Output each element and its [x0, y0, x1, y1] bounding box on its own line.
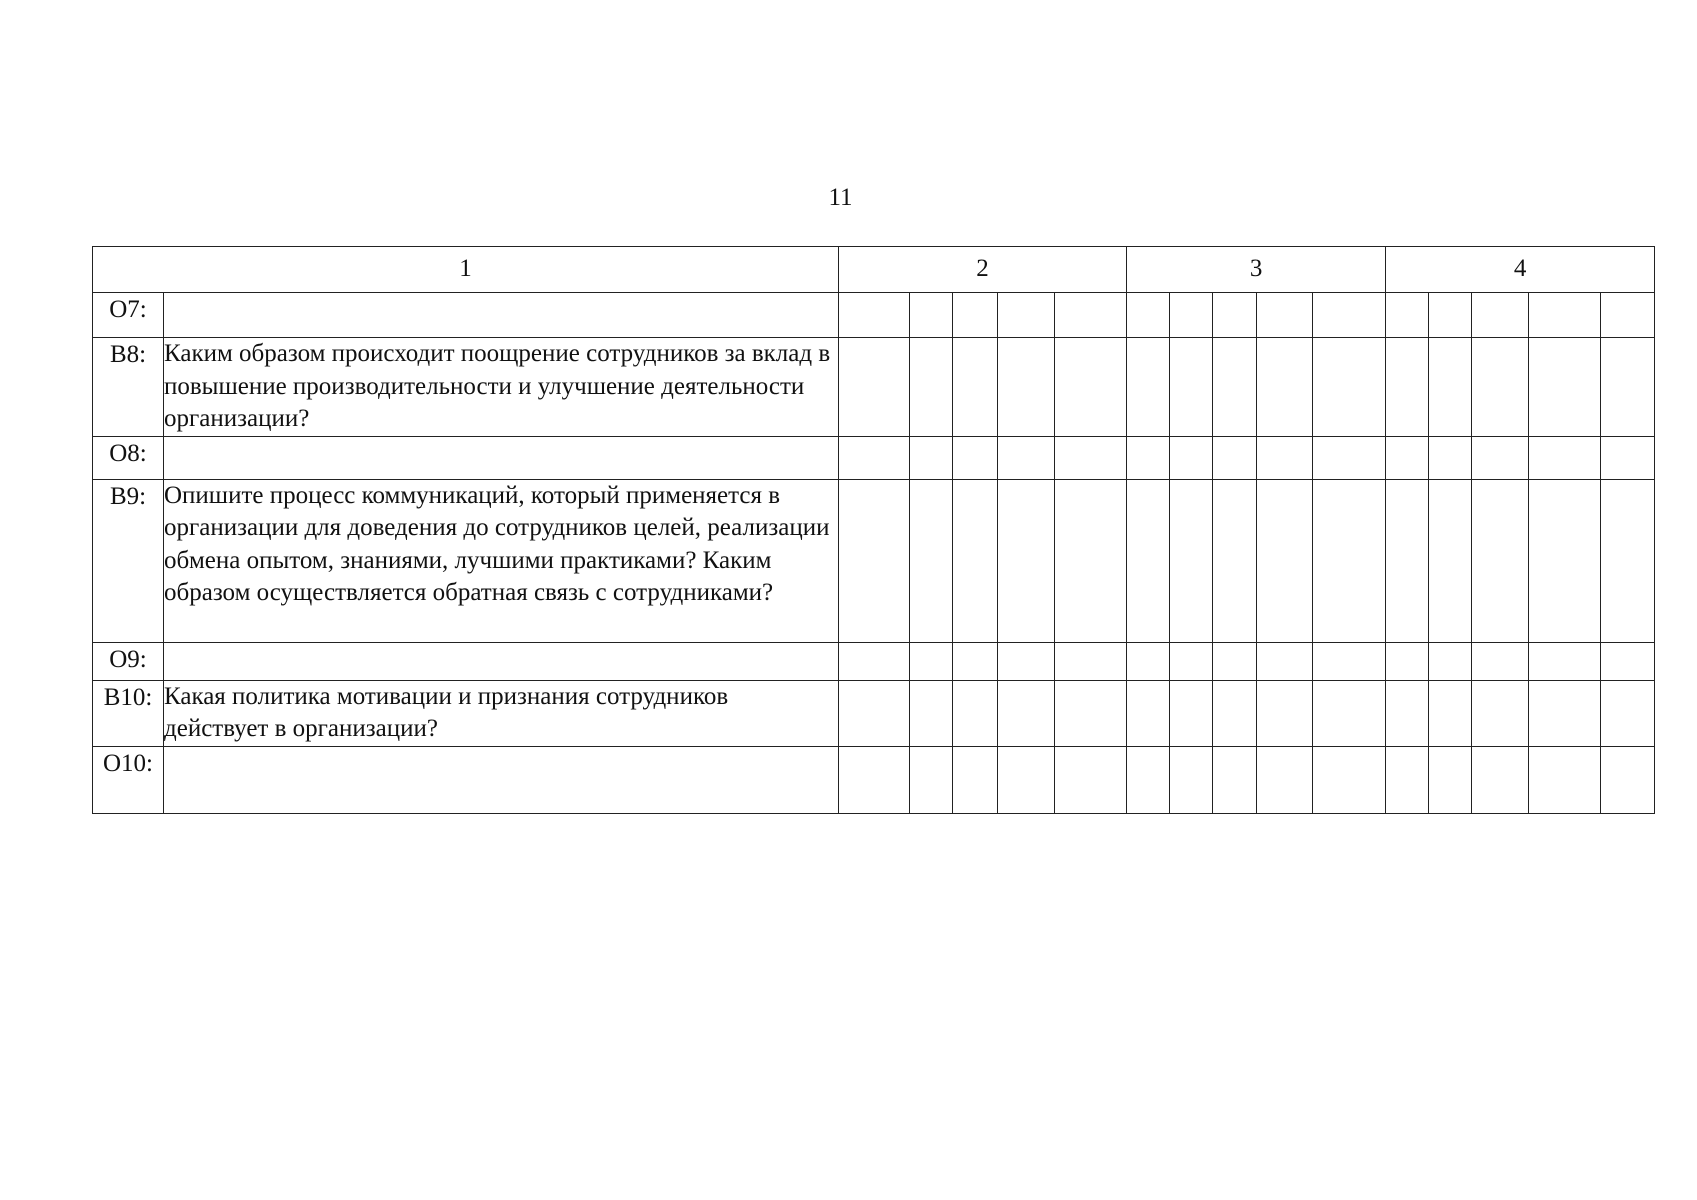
column-header-2: 2	[839, 247, 1127, 293]
grid-cell	[1472, 293, 1529, 338]
grid-cell	[1170, 642, 1213, 680]
row-label: В8:	[93, 338, 164, 437]
grid-cell	[998, 680, 1055, 746]
row-label: В10:	[93, 680, 164, 746]
grid-cell	[1257, 746, 1313, 813]
grid-cell	[910, 479, 953, 642]
row-label: О8:	[93, 436, 164, 479]
grid-cell	[1170, 479, 1213, 642]
question-cell: Каким образом происходит поощрение сотрудников за вклад в повышение производительности и улучшение деятельности организации?	[164, 338, 839, 437]
question-cell: Какая политика мотивации и признания сотрудников действует в организации?	[164, 680, 839, 746]
grid-cell	[998, 293, 1055, 338]
grid-cell	[1257, 338, 1313, 437]
grid-cell	[1472, 479, 1529, 642]
grid-cell	[998, 642, 1055, 680]
grid-cell	[1127, 642, 1170, 680]
grid-cell	[998, 479, 1055, 642]
grid-cell	[839, 680, 910, 746]
grid-cell	[998, 436, 1055, 479]
grid-cell	[1601, 479, 1655, 642]
grid-cell	[1127, 746, 1170, 813]
grid-cell	[839, 293, 910, 338]
grid-cell	[1386, 293, 1429, 338]
grid-cell	[1429, 680, 1472, 746]
column-header-3: 3	[1127, 247, 1386, 293]
grid-cell	[1313, 680, 1386, 746]
grid-cell	[1601, 680, 1655, 746]
grid-cell	[1601, 642, 1655, 680]
grid-cell	[998, 746, 1055, 813]
grid-cell	[910, 436, 953, 479]
grid-cell	[1429, 746, 1472, 813]
grid-cell	[1055, 479, 1127, 642]
row-label: О9:	[93, 642, 164, 680]
grid-cell	[1313, 338, 1386, 437]
grid-cell	[1213, 436, 1257, 479]
grid-cell	[1170, 338, 1213, 437]
grid-cell	[1055, 680, 1127, 746]
grid-cell	[1257, 436, 1313, 479]
grid-cell	[1313, 479, 1386, 642]
grid-cell	[1055, 642, 1127, 680]
survey-table	[92, 246, 1655, 814]
column-header-1: 1	[93, 247, 839, 293]
grid-cell	[1529, 479, 1601, 642]
grid-cell	[1213, 338, 1257, 437]
grid-cell	[1601, 338, 1655, 437]
grid-cell	[1055, 338, 1127, 437]
grid-cell	[1313, 293, 1386, 338]
column-header-4: 4	[1386, 247, 1655, 293]
grid-cell	[1127, 680, 1170, 746]
grid-cell	[1472, 338, 1529, 437]
grid-cell	[953, 338, 998, 437]
grid-cell	[1313, 642, 1386, 680]
table-row	[93, 746, 1655, 813]
grid-cell	[1472, 746, 1529, 813]
grid-cell	[839, 338, 910, 437]
grid-cell	[839, 436, 910, 479]
grid-cell	[1386, 479, 1429, 642]
grid-cell	[1472, 680, 1529, 746]
grid-cell	[839, 746, 910, 813]
grid-cell	[953, 680, 998, 746]
table-row	[93, 479, 1655, 642]
grid-cell	[1529, 293, 1601, 338]
grid-cell	[1213, 642, 1257, 680]
grid-cell	[1529, 436, 1601, 479]
grid-cell	[953, 642, 998, 680]
grid-cell	[910, 680, 953, 746]
grid-cell	[1170, 680, 1213, 746]
grid-cell	[910, 338, 953, 437]
grid-cell	[1213, 746, 1257, 813]
grid-cell	[1055, 293, 1127, 338]
grid-cell	[1127, 338, 1170, 437]
grid-cell	[1170, 293, 1213, 338]
page-number-text: 11	[828, 184, 853, 211]
table-row	[93, 436, 1655, 479]
grid-cell	[1429, 338, 1472, 437]
grid-cell	[1529, 642, 1601, 680]
page-number	[0, 183, 1697, 213]
grid-cell	[1601, 293, 1655, 338]
grid-cell	[1213, 680, 1257, 746]
grid-cell	[1213, 479, 1257, 642]
row-label: О10:	[93, 746, 164, 813]
grid-cell	[1529, 680, 1601, 746]
grid-cell	[1472, 436, 1529, 479]
grid-cell	[1127, 479, 1170, 642]
grid-cell	[1055, 436, 1127, 479]
answer-cell	[164, 642, 839, 680]
grid-cell	[1386, 680, 1429, 746]
grid-cell	[1127, 293, 1170, 338]
grid-cell	[1529, 338, 1601, 437]
grid-cell	[1386, 436, 1429, 479]
grid-cell	[1429, 642, 1472, 680]
grid-cell	[1386, 642, 1429, 680]
grid-cell	[1055, 746, 1127, 813]
row-label: В9:	[93, 479, 164, 642]
grid-cell	[1257, 479, 1313, 642]
grid-cell	[1257, 293, 1313, 338]
table-row	[93, 293, 1655, 338]
grid-cell	[1213, 293, 1257, 338]
grid-cell	[1429, 293, 1472, 338]
grid-cell	[1313, 436, 1386, 479]
grid-cell	[1313, 746, 1386, 813]
grid-cell	[1529, 746, 1601, 813]
answer-cell	[164, 746, 839, 813]
grid-cell	[953, 479, 998, 642]
grid-cell	[953, 746, 998, 813]
grid-cell	[910, 642, 953, 680]
table-row	[93, 338, 1655, 437]
grid-cell	[1386, 746, 1429, 813]
grid-cell	[953, 436, 998, 479]
question-cell: Опишите процесс коммуникаций, который применяется в организации для доведения до сотрудников целей, реализации обмена опытом, знаниями, лучшими практиками? Каким образом осуществляется обратная связь с сотрудниками?	[164, 479, 839, 642]
answer-cell	[164, 293, 839, 338]
grid-cell	[1127, 436, 1170, 479]
header-row	[93, 247, 1655, 293]
row-label: О7:	[93, 293, 164, 338]
grid-cell	[1472, 642, 1529, 680]
answer-cell	[164, 436, 839, 479]
grid-cell	[839, 479, 910, 642]
grid-cell	[1170, 746, 1213, 813]
grid-cell	[1601, 746, 1655, 813]
grid-cell	[953, 293, 998, 338]
grid-cell	[1386, 338, 1429, 437]
grid-cell	[998, 338, 1055, 437]
grid-cell	[910, 293, 953, 338]
grid-cell	[1257, 642, 1313, 680]
grid-cell	[839, 642, 910, 680]
grid-cell	[1429, 479, 1472, 642]
table-row	[93, 680, 1655, 746]
table-row	[93, 642, 1655, 680]
grid-cell	[1170, 436, 1213, 479]
grid-cell	[1257, 680, 1313, 746]
grid-cell	[910, 746, 953, 813]
grid-cell	[1601, 436, 1655, 479]
grid-cell	[1429, 436, 1472, 479]
